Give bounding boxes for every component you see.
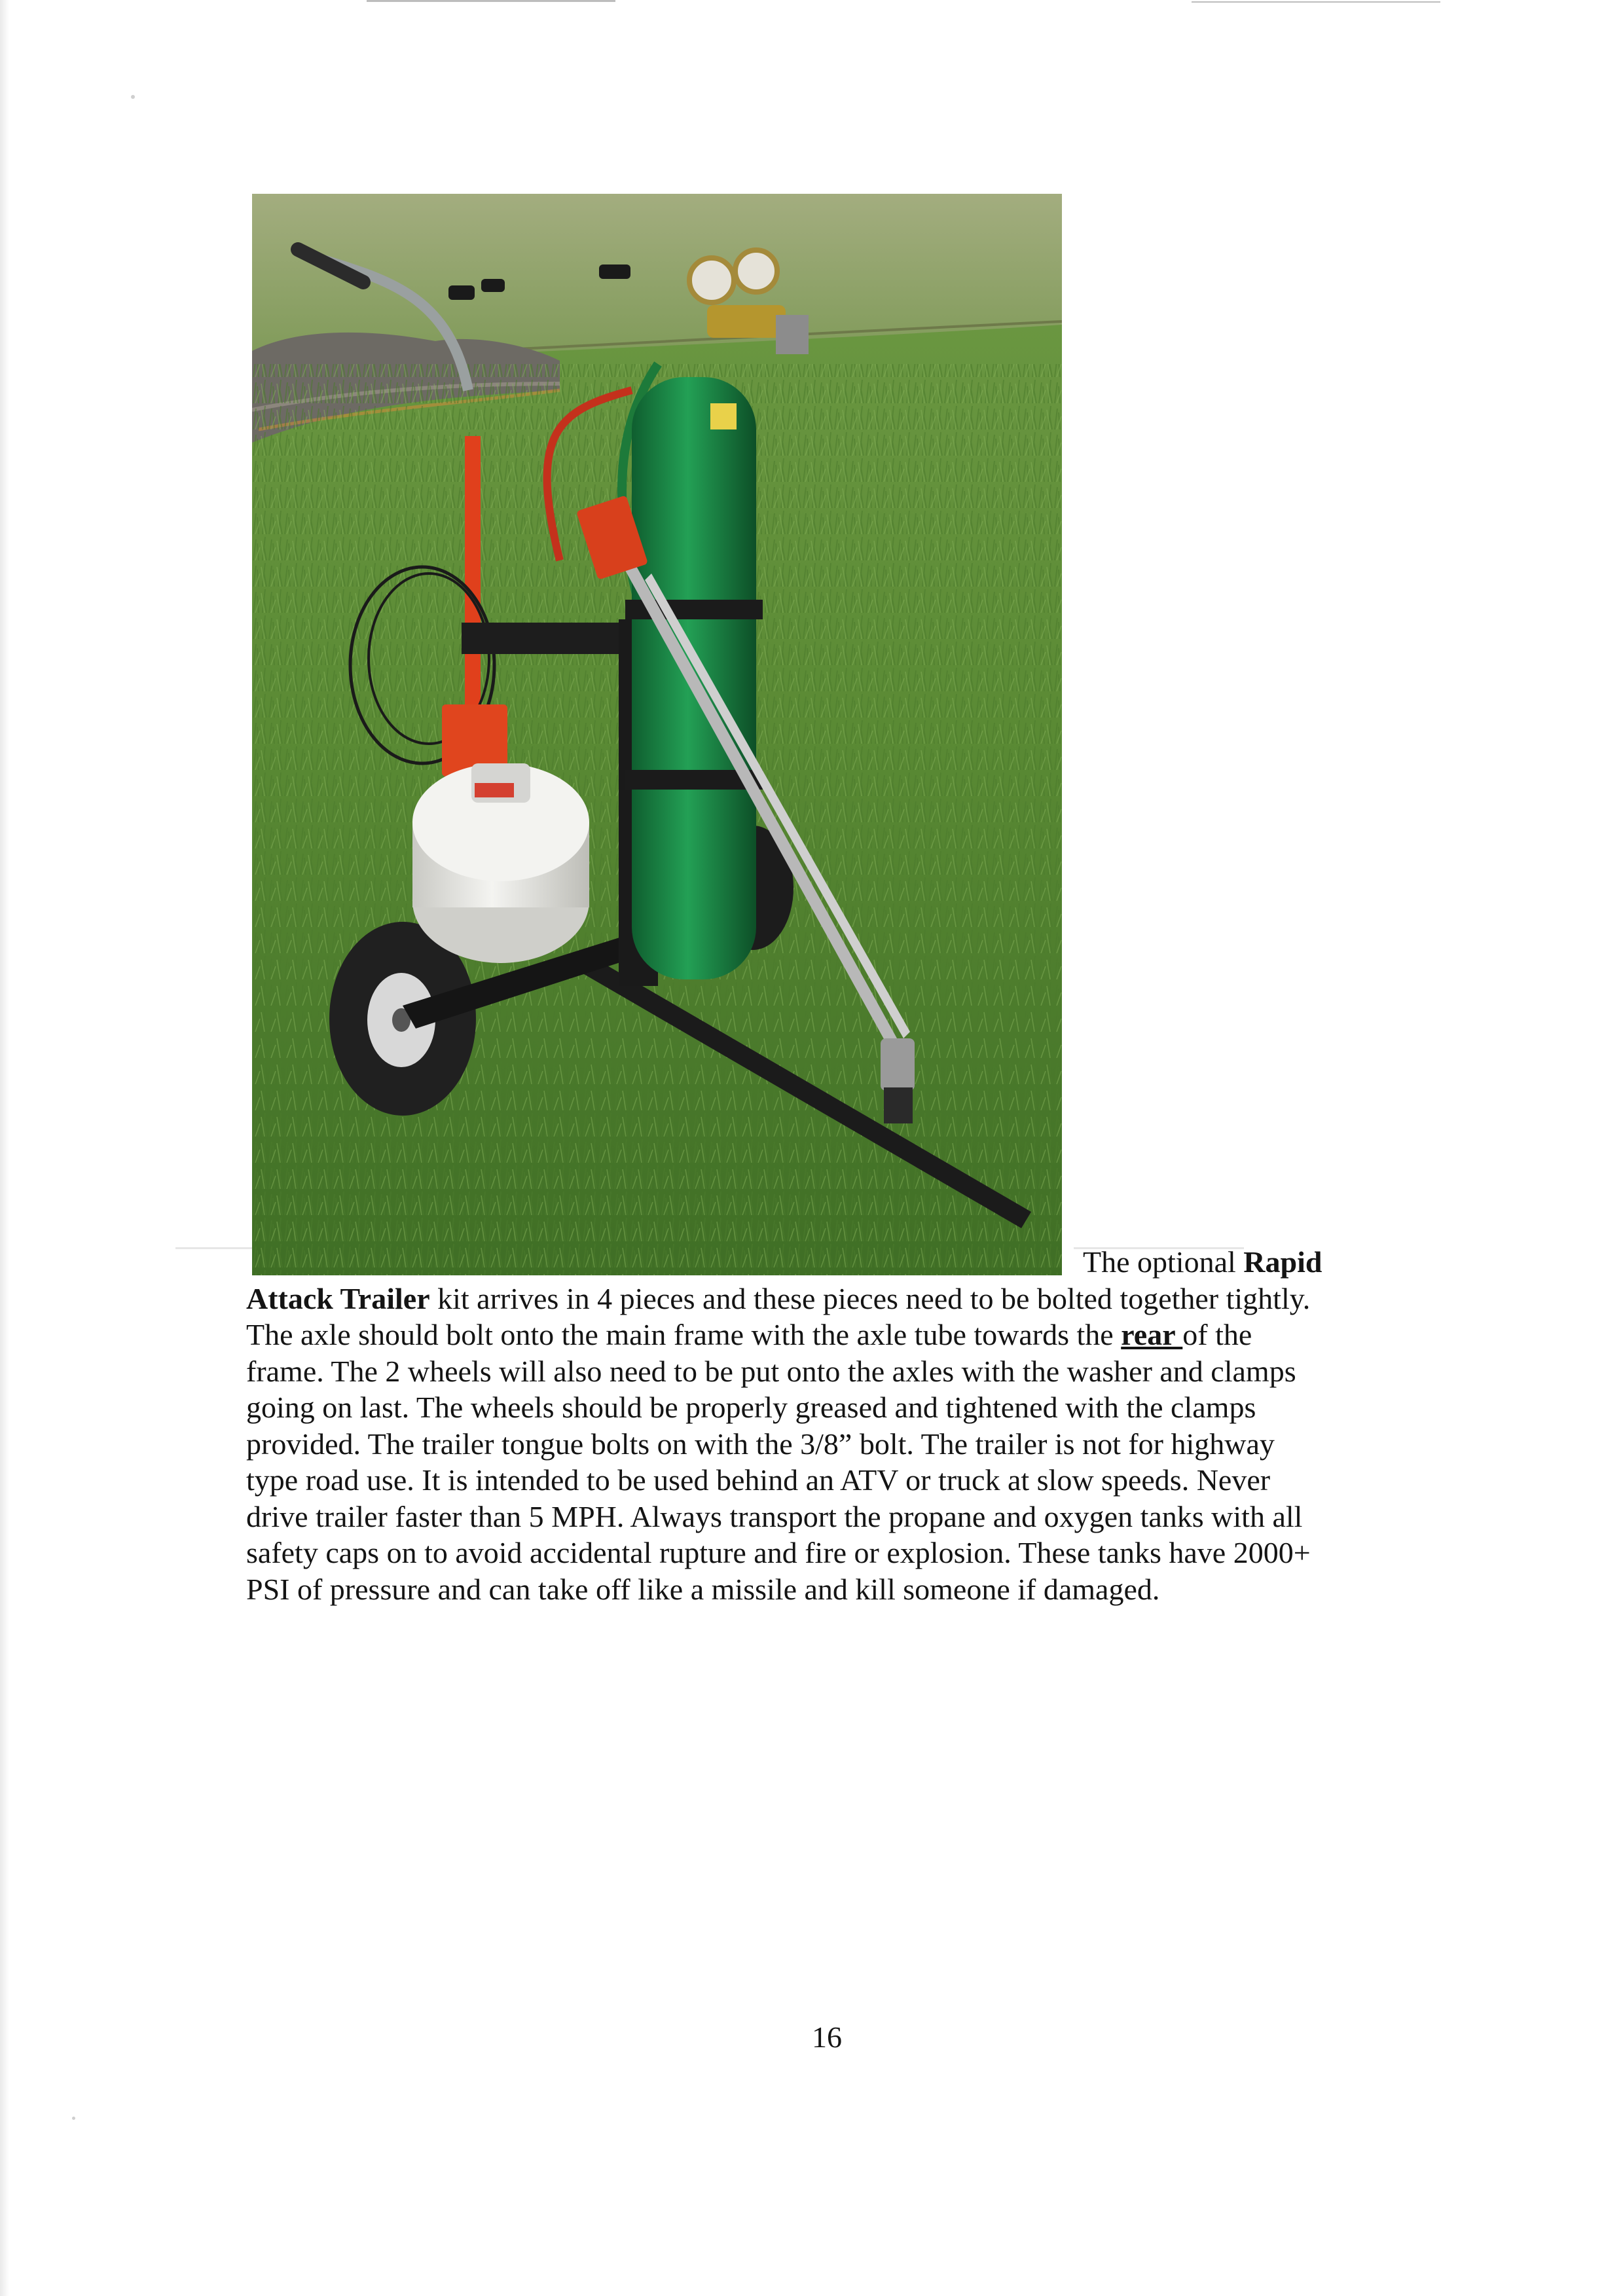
bleed-through-line xyxy=(175,1247,254,1249)
text-run: The axle should bolt onto the main frame with the axle tube towards the xyxy=(246,1318,1122,1351)
paragraph-line: safety caps on to avoid accidental rupture and fire or explosion. These tanks have 2000+ xyxy=(246,1536,1311,1569)
paragraph-line xyxy=(246,1244,1425,1281)
scan-speck xyxy=(131,95,135,99)
paragraph-line xyxy=(246,1281,1425,1317)
text-run: of the xyxy=(1182,1318,1252,1351)
paragraph-line: frame. The 2 wheels will also need to be put onto the axles with the washer and clamps xyxy=(246,1354,1296,1388)
instructions-paragraph xyxy=(246,1244,1425,1607)
paragraph-line: type road use. It is intended to be used behind an ATV or truck at slow speeds. Never xyxy=(246,1463,1271,1497)
trailer-photo xyxy=(252,194,1062,1275)
paragraph-line: going on last. The wheels should be properly greased and tightened with the clamps xyxy=(246,1391,1256,1424)
scan-speck xyxy=(72,2117,75,2120)
scan-mark xyxy=(1192,1,1440,3)
paragraph-line: PSI of pressure and can take off like a missile and kill someone if damaged. xyxy=(246,1572,1160,1606)
emphasis-rear: rear xyxy=(1121,1318,1183,1351)
paragraph-line: drive trailer faster than 5 MPH. Always transport the propane and oxygen tanks with all xyxy=(246,1499,1303,1533)
paragraph-line xyxy=(246,1317,1425,1353)
scan-edge xyxy=(0,0,9,2296)
text-run: The optional xyxy=(1083,1245,1244,1279)
page-number: 16 xyxy=(812,2020,842,2054)
scan-mark xyxy=(367,0,615,2)
product-name-bold: Rapid xyxy=(1243,1245,1322,1279)
text-run: kit arrives in 4 pieces and these pieces need to be bolted together tightly. xyxy=(429,1281,1311,1315)
product-name-bold: Attack Trailer xyxy=(246,1281,430,1315)
paragraph-line: provided. The trailer tongue bolts on with the 3/8” bolt. The trailer is not for highway xyxy=(246,1427,1275,1461)
